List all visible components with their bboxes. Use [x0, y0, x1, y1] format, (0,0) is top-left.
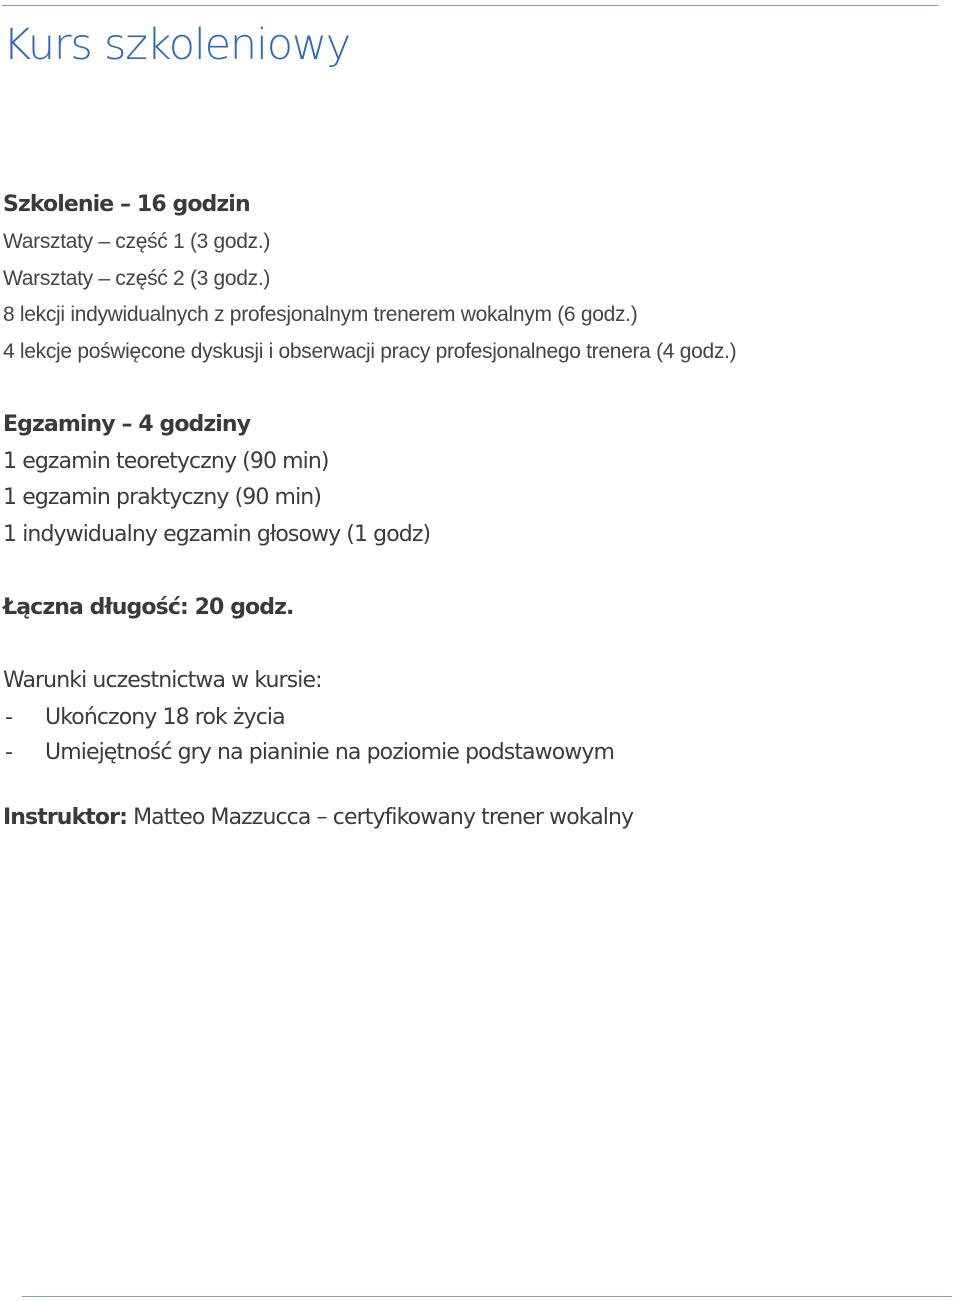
requirement-item [5, 738, 614, 768]
training-heading: Szkolenie – 16 godzin [3, 192, 250, 217]
top-rule [2, 5, 938, 6]
requirement-text: Umiejętność gry na pianinie na poziomie podstawowym [45, 740, 615, 765]
training-item: Warsztaty – część 2 (3 godz.) [3, 267, 271, 290]
bullet-dash: - [5, 740, 13, 765]
bullet-dash: - [5, 705, 13, 730]
training-item: 8 lekcji indywidualnych z profesjonalnym trenerem wokalnym (6 godz.) [3, 303, 638, 326]
requirement-item [5, 703, 285, 733]
training-item: Warsztaty – część 1 (3 godz.) [3, 230, 271, 253]
exam-item: 1 egzamin praktyczny (90 min) [3, 485, 322, 510]
document-title: Kurs szkoleniowy [3, 20, 351, 70]
exam-item: 1 indywidualny egzamin głosowy (1 godz) [3, 522, 431, 547]
total-duration: Łączna długość: 20 godz. [3, 595, 294, 620]
instructor-line [3, 803, 633, 833]
instructor-value: Matteo Mazzucca – certyfikowany trener wokalny [133, 805, 634, 830]
requirement-text: Ukończony 18 rok życia [45, 705, 285, 730]
exam-item: 1 egzamin teoretyczny (90 min) [3, 449, 329, 474]
requirements-heading: Warunki uczestnictwa w kursie: [3, 668, 322, 693]
instructor-label: Instruktor: [3, 805, 127, 830]
training-item: 4 lekcje poświęcone dyskusji i obserwacji pracy profesjonalnego trenera (4 godz.) [3, 340, 737, 363]
exams-heading: Egzaminy – 4 godziny [3, 412, 251, 437]
bottom-rule [22, 1296, 952, 1297]
